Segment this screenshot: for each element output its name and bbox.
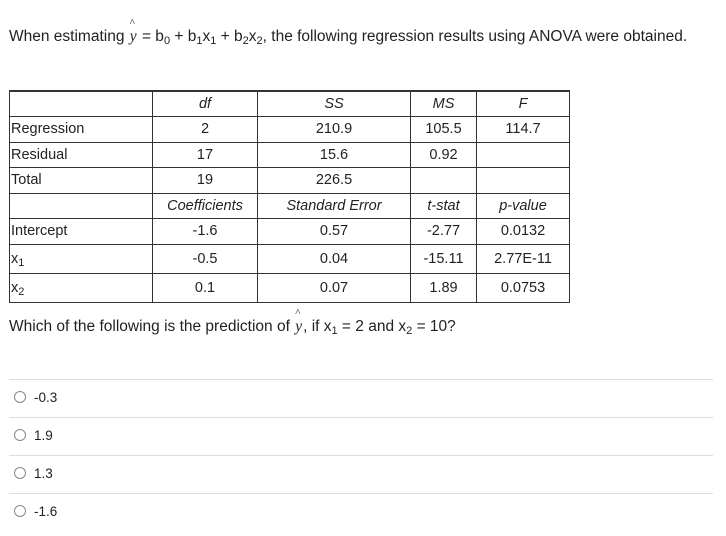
answer-label: 1.9 [34,427,53,443]
table-cell: 105.5 [411,117,477,143]
question-before: Which of the following is the prediction of [9,318,295,335]
eq-sub: 0 [163,35,171,47]
y-hat-symbol [294,307,303,336]
radio-button[interactable] [14,467,26,479]
divider [9,417,713,418]
header-cell: F [477,91,570,117]
table-row [10,142,570,168]
coef-header-row [10,193,570,219]
table-row [10,219,570,245]
table-cell: 0.0753 [477,273,570,302]
table-cell: 0.04 [258,244,411,273]
header-cell: t-stat [411,193,477,219]
table-cell: 2 [153,117,258,143]
y-letter: y [129,28,137,45]
y-letter: y [295,318,303,335]
eq-part: = b [137,28,164,45]
row-label: Regression [10,117,153,143]
answer-label: -1.6 [34,503,58,519]
row-label-text: x [11,250,19,267]
table-row [10,168,570,194]
radio-button[interactable] [14,429,26,441]
table-cell: 210.9 [258,117,411,143]
table-cell: 226.5 [258,168,411,194]
radio-button[interactable] [14,505,26,517]
table-cell: 0.57 [258,219,411,245]
hat-mark: ^ [129,17,135,29]
table-cell: 1.89 [411,273,477,302]
eq-sub: 2 [256,35,263,47]
table-cell: 0.07 [258,273,411,302]
answer-option-3[interactable] [14,463,53,483]
divider [9,493,713,494]
table-cell: 17 [153,142,258,168]
header-cell: MS [411,91,477,117]
header-cell: p-value [477,193,570,219]
question-sub: 1 [331,325,338,337]
question-sub: 2 [406,325,413,337]
table-cell [411,168,477,194]
question-part: , if x [303,318,332,335]
row-label [10,244,153,273]
table-cell: -2.77 [411,219,477,245]
answer-option-4[interactable] [14,501,57,521]
table-cell: 2.77E-11 [477,244,570,273]
table-row [10,244,570,273]
header-cell: SS [258,91,411,117]
row-label [10,273,153,302]
table-cell: 19 [153,168,258,194]
hat-mark: ^ [295,307,301,319]
header-cell [10,91,153,117]
eq-part: + b [216,28,243,45]
header-cell: Standard Error [258,193,411,219]
answer-label: 1.3 [34,465,53,481]
table-cell: 114.7 [477,117,570,143]
divider [9,379,713,380]
row-label: Total [10,168,153,194]
answer-option-2[interactable] [14,425,53,445]
table-cell: 0.1 [153,273,258,302]
header-cell: df [153,91,258,117]
table-cell: -15.11 [411,244,477,273]
intro-before: When estimating [9,28,129,45]
eq-part: + b [170,28,197,45]
eq-part: x [202,28,211,45]
row-label-text: x [11,279,19,296]
radio-button[interactable] [14,391,26,403]
table-cell [477,142,570,168]
header-cell: Coefficients [153,193,258,219]
eq-sub: 1 [196,35,203,47]
table-cell [477,168,570,194]
table-cell: 0.0132 [477,219,570,245]
answer-option-1[interactable] [14,387,57,407]
y-hat-symbol [129,17,138,46]
table-cell: 0.92 [411,142,477,168]
row-label-sub: 1 [18,256,25,269]
table-row [10,117,570,143]
eq-sub: 1 [210,35,217,47]
answer-label: -0.3 [34,389,58,405]
question-after: = 10? [412,318,456,335]
intro-after: , the following regression results using ANOVA were obtained. [262,28,688,45]
table-row [10,273,570,302]
eq-sub: 2 [242,35,249,47]
regression-table [9,90,570,303]
table-cell: 15.6 [258,142,411,168]
row-label: Residual [10,142,153,168]
intro-text [9,17,688,47]
header-cell [10,193,153,219]
row-label-text: Intercept [11,223,68,240]
divider [9,455,713,456]
table-cell: -0.5 [153,244,258,273]
question-text [9,307,456,337]
eq-part: x [248,28,257,45]
row-label [10,219,153,245]
row-label-sub: 2 [18,285,25,298]
table-cell: -1.6 [153,219,258,245]
question-part: = 2 and x [337,318,407,335]
anova-header-row [10,91,570,117]
